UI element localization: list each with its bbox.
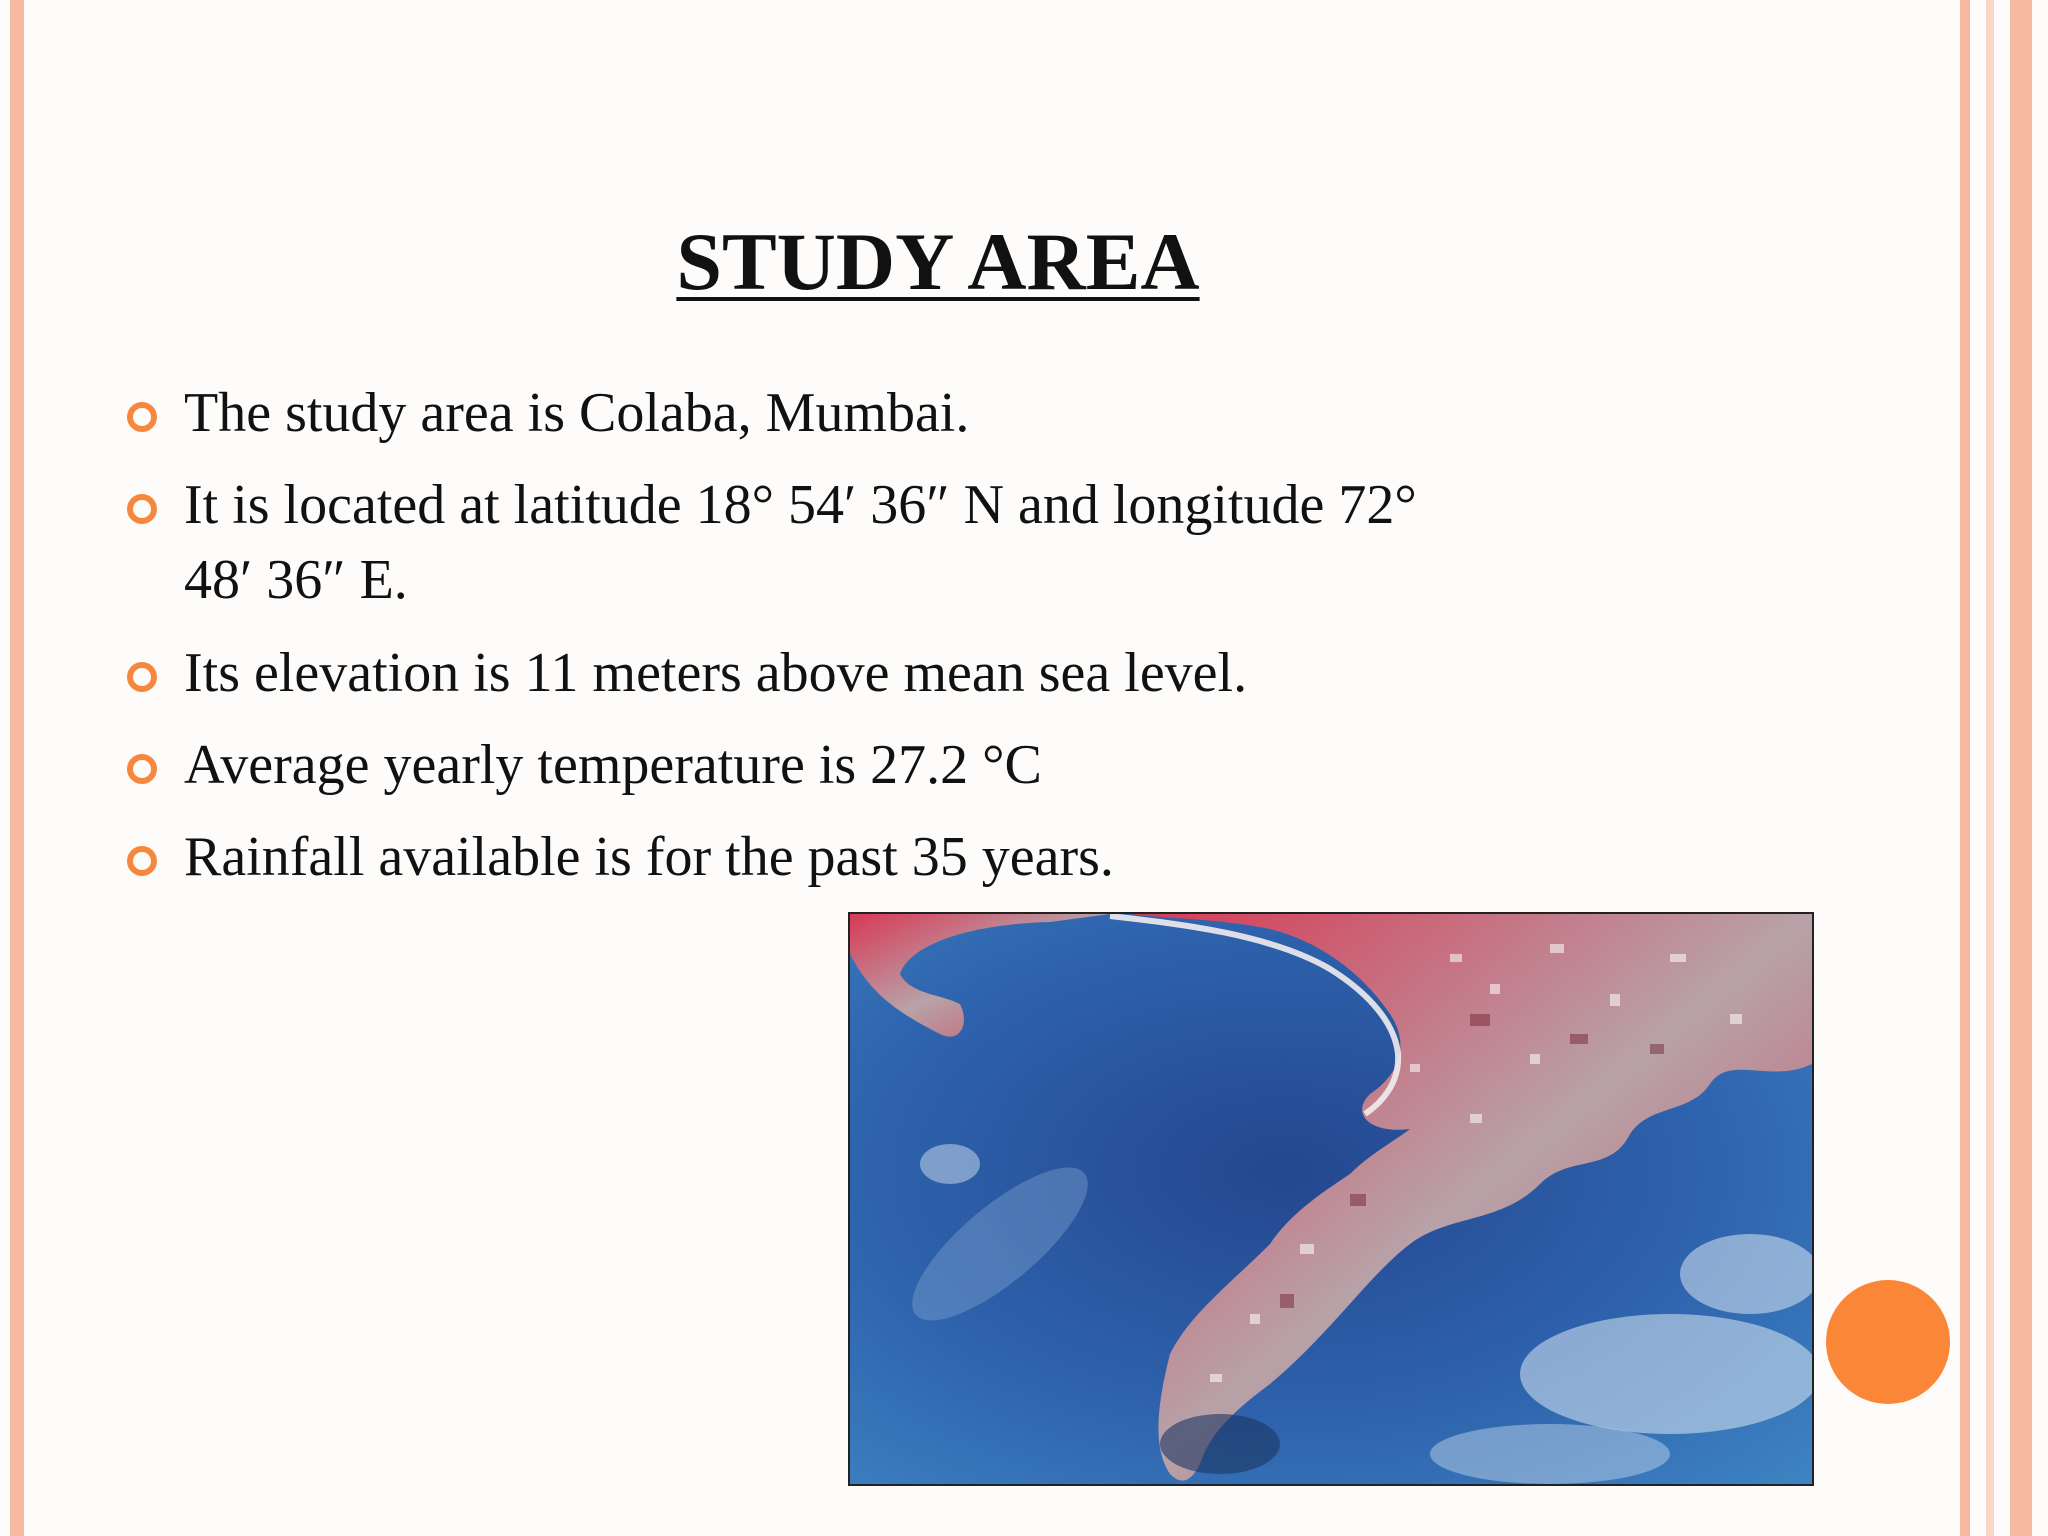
bullet-text: It is located at latitude 18° 54′ 36″ N and longitude 72° 48′ 36″ E. — [184, 474, 1417, 611]
right-border-stripe — [1960, 0, 1970, 1536]
bullet-text: The study area is Colaba, Mumbai. — [184, 382, 970, 444]
bullet-item — [184, 820, 1484, 895]
bullet-item — [184, 376, 1484, 451]
bullet-item — [184, 728, 1484, 803]
bullet-ring-icon — [127, 846, 157, 876]
bullet-text: Average yearly temperature is 27.2 °C — [184, 734, 1042, 796]
satellite-map-image — [848, 912, 1814, 1486]
decorative-orange-circle — [1826, 1280, 1950, 1404]
bullet-item — [184, 636, 1484, 711]
bullet-ring-icon — [127, 402, 157, 432]
satellite-map-icon — [850, 914, 1812, 1484]
bullet-text: Rainfall available is for the past 35 years. — [184, 826, 1114, 888]
bullet-ring-icon — [127, 662, 157, 692]
bullet-ring-icon — [127, 754, 157, 784]
bullet-item — [184, 468, 1484, 618]
right-border-stripe-outer — [2010, 0, 2032, 1536]
right-border-stripe-light — [1986, 0, 1994, 1536]
bullet-ring-icon — [127, 494, 157, 524]
bullet-text: Its elevation is 11 meters above mean sea level. — [184, 642, 1248, 704]
slide-title: STUDY AREA — [676, 216, 1200, 307]
